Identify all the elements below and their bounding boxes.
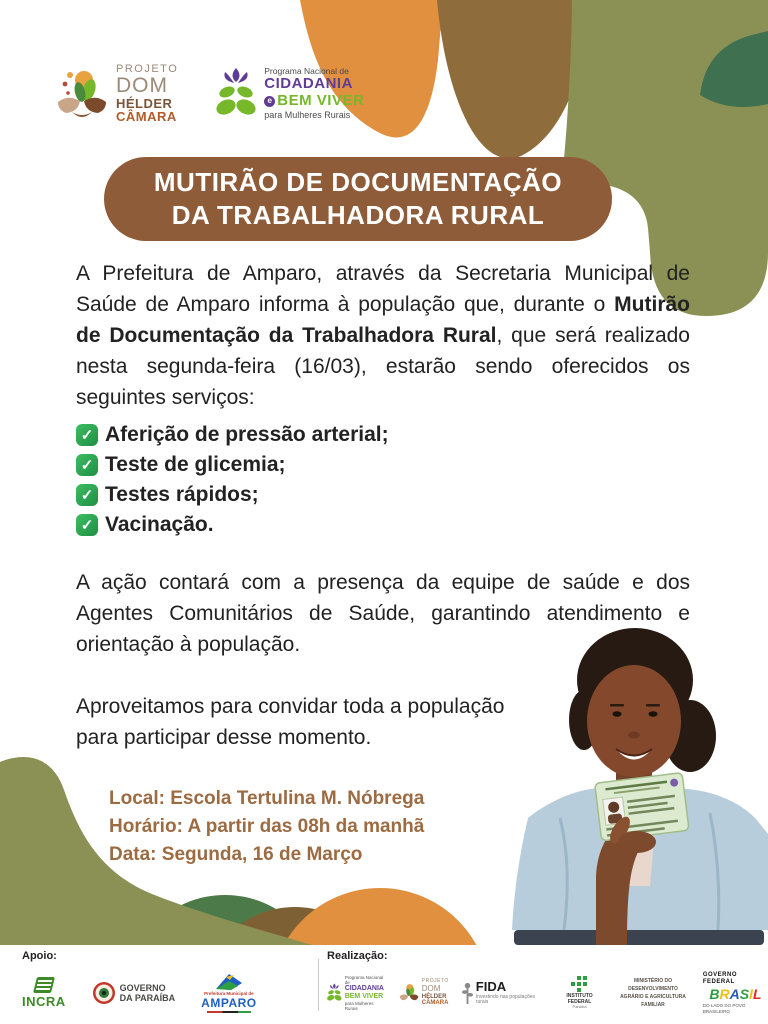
paraiba-text-1: GOVERNO bbox=[119, 982, 166, 993]
header-logos bbox=[56, 64, 364, 123]
logo-programa-cidadania-bem-viver bbox=[216, 67, 364, 121]
fida-text: FIDA bbox=[475, 978, 507, 994]
service-label: Teste de glicemia; bbox=[105, 453, 286, 476]
footer-divider bbox=[318, 959, 319, 1011]
apoio-label: Apoio: bbox=[22, 950, 57, 962]
logo-governo-federal-brasil bbox=[703, 972, 768, 1014]
cidadania-top-text: Programa Nacional de bbox=[264, 65, 349, 76]
pdhc-word-projeto: PROJETO bbox=[116, 63, 179, 75]
cidadania-mini-main: CIDADANIA bbox=[344, 984, 384, 992]
footer-realizacao-group bbox=[327, 945, 768, 1024]
flower-icon bbox=[327, 982, 342, 1004]
pdhc-mini-dom: DOM bbox=[421, 984, 441, 994]
fida-subtext: Investindo nas populações rurais bbox=[475, 993, 536, 1006]
paragraph-intro-text-2: , que será realizado nesta segunda-feira (16/03), estarão sendo oferecidos os seguintes serviços: bbox=[76, 324, 690, 409]
brasil-letter: A bbox=[729, 986, 740, 1003]
logo-incra bbox=[22, 977, 66, 1009]
incra-fields-icon bbox=[31, 977, 57, 993]
logo-pdhc-mini bbox=[399, 979, 449, 1008]
services-list bbox=[76, 420, 690, 540]
logo-governo-paraiba bbox=[92, 980, 176, 1006]
event-horario: Horário: A partir das 08h da manhã bbox=[109, 816, 425, 837]
event-data: Data: Segunda, 16 de Março bbox=[109, 844, 363, 865]
cidadania-e-badge: e bbox=[264, 96, 275, 107]
logo-instituto-federal bbox=[556, 976, 603, 1010]
brasil-letter: I bbox=[749, 986, 753, 1003]
cidadania-bottom-text: para Mulheres Rurais bbox=[264, 110, 351, 121]
title-line-1: MUTIRÃO DE DOCUMENTAÇÃO bbox=[153, 167, 563, 197]
cidadania-mini-top: Programa Nacional de bbox=[344, 974, 384, 985]
pdhc-mini-helder: HÉLDER bbox=[421, 993, 447, 1000]
realizacao-logos bbox=[327, 962, 768, 1024]
event-local: Local: Escola Tertulina M. Nóbrega bbox=[109, 788, 425, 809]
governo-federal-text: GOVERNO FEDERAL bbox=[702, 972, 737, 986]
logo-projeto-dom-helder-camara bbox=[56, 64, 178, 123]
amparo-text: AMPARO bbox=[201, 996, 257, 1010]
instituto-federal-subtext: Paraíba bbox=[572, 1004, 587, 1010]
footer-apoio-group bbox=[22, 945, 304, 1024]
logo-amparo bbox=[201, 973, 256, 1013]
paragraph-intro-text: A Prefeitura de Amparo, através da Secretaria Municipal de Saúde de Amparo informa à população que, durante o bbox=[76, 262, 690, 316]
instituto-federal-text: INSTITUTO FEDERAL bbox=[566, 993, 593, 1006]
brasil-letter: R bbox=[719, 986, 730, 1003]
service-label: Testes rápidos; bbox=[105, 483, 259, 506]
service-label: Vacinação. bbox=[105, 513, 214, 536]
cidadania-main-text: CIDADANIA bbox=[264, 75, 353, 93]
cidadania-mini-bottom: para Mulheres Rurais bbox=[344, 1001, 374, 1012]
hands-plant-icon bbox=[56, 66, 108, 122]
check-icon: ✓ bbox=[76, 484, 98, 506]
paraiba-crest-icon bbox=[92, 980, 116, 1006]
paragraph-convite: Aproveitamos para convidar toda a população para participar desse momento. bbox=[76, 695, 505, 749]
check-icon: ✓ bbox=[76, 424, 98, 446]
title-banner bbox=[104, 157, 612, 241]
paraiba-text-2: DA PARAÍBA bbox=[119, 993, 176, 1003]
service-label: Aferição de pressão arterial; bbox=[105, 423, 389, 446]
logo-ministerio-desenvolvimento-agrario: MINISTÉRIO DO DESENVOLVIMENTO AGRÁRIO E AGRICULTURA FAMILIAR bbox=[620, 978, 686, 1008]
cidadania-mini-bemviver: BEM VIVER bbox=[344, 993, 384, 1000]
pdhc-mini-projeto: PROJETO bbox=[421, 977, 449, 984]
logo-fida bbox=[462, 980, 543, 1006]
service-item bbox=[76, 450, 690, 480]
logo-cidadania-mini bbox=[327, 975, 386, 1012]
check-icon: ✓ bbox=[76, 454, 98, 476]
body-content bbox=[76, 258, 690, 869]
paragraph-intro bbox=[76, 258, 690, 413]
brasil-letter: S bbox=[739, 986, 750, 1003]
amparo-slogan-bar bbox=[207, 1011, 251, 1013]
footer bbox=[0, 945, 768, 1024]
incra-text: INCRA bbox=[22, 994, 66, 1009]
check-icon: ✓ bbox=[76, 514, 98, 536]
pdhc-word-camara: CÂMARA bbox=[116, 108, 177, 124]
instituto-federal-grid-icon bbox=[571, 976, 588, 993]
amparo-flag-icon bbox=[214, 973, 244, 991]
pdhc-word-helder: HÉLDER bbox=[116, 95, 173, 111]
service-item bbox=[76, 420, 690, 450]
amparo-top-text: Prefeitura Municipal de bbox=[204, 991, 254, 996]
service-item bbox=[76, 510, 690, 540]
realizacao-label: Realização: bbox=[327, 950, 388, 962]
title-line-2: DA TRABALHADORA RURAL bbox=[171, 200, 545, 230]
paragraph-equipe: A ação contará com a presença da equipe de saúde e dos Agentes Comunitários de Saúde, garantindo atendimento e orientação à população. bbox=[76, 571, 690, 656]
brasil-wordmark bbox=[709, 986, 761, 1003]
bem-viver-text: BEM VIVER bbox=[277, 92, 365, 110]
pdhc-mini-camara: CÂMARA bbox=[421, 1000, 449, 1007]
fida-wheat-icon bbox=[462, 981, 473, 1005]
pdhc-word-dom: DOM bbox=[116, 74, 168, 98]
governo-federal-subtext: DO LADO DO POVO BRASILEIRO bbox=[702, 1003, 746, 1014]
flower-icon bbox=[216, 67, 256, 121]
event-info bbox=[109, 785, 690, 869]
brasil-letter: L bbox=[752, 986, 762, 1003]
service-item bbox=[76, 480, 690, 510]
apoio-logos bbox=[22, 962, 304, 1024]
hands-plant-icon bbox=[399, 982, 419, 1004]
paragraph-intro-bold: Mutirão de Documentação da Trabalhadora Rural bbox=[76, 293, 690, 347]
brasil-letter: B bbox=[709, 986, 720, 1003]
